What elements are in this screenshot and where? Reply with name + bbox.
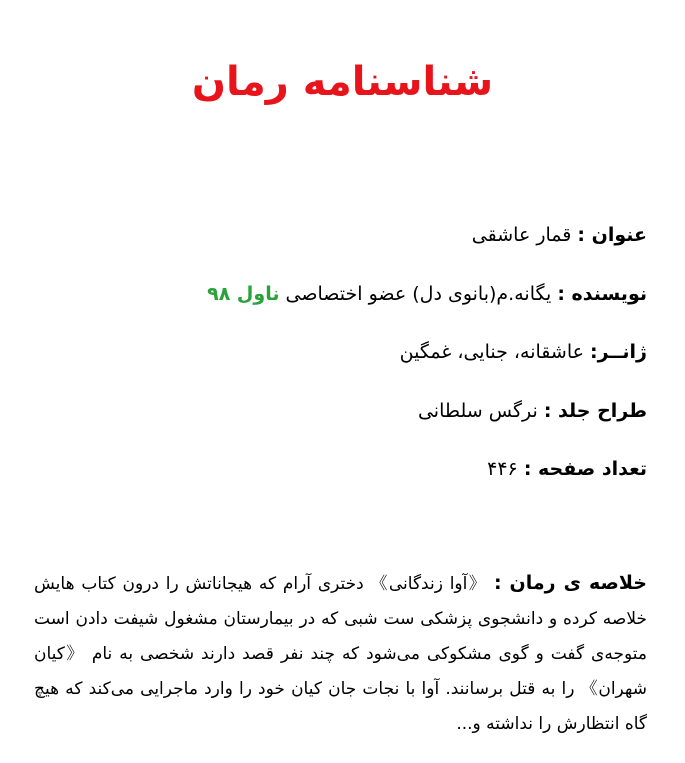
cover-designer-value: نرگس سلطانی xyxy=(417,399,538,422)
novel-info xyxy=(30,214,647,507)
title-row xyxy=(30,214,647,273)
author-value: یگانه.م(بانوی دل) عضو اختصاصی xyxy=(285,282,552,305)
page-count-row xyxy=(30,448,647,507)
genre-row xyxy=(30,331,647,390)
summary-label: خلاصه ی رمان : xyxy=(493,572,647,594)
site-name: ناول ۹۸ xyxy=(207,282,280,305)
author-row xyxy=(30,273,647,332)
page-count-value: ۴۴۶ xyxy=(487,458,518,480)
title-label: عنوان : xyxy=(577,224,647,246)
genre-label: ژانــر: xyxy=(590,341,647,363)
title-value: قمار عاشقی xyxy=(471,224,572,246)
cover-designer-row xyxy=(30,390,647,449)
page-count-label: تعداد صفحه : xyxy=(523,458,647,480)
cover-designer-label: طراح جلد : xyxy=(543,399,647,422)
summary-text: 《آوا زندگانی》 دختری آرام که هیجاناتش را درون کتاب هایش خلاصه کرده و دانشجوی پزشکی ست شبی که در بیمارستان مشغول شیفت دادن است متوجه‌ی گفت و گوی مشکوکی می‌شود که چند نفر قصد دارند شخصی به نام 《کیان شهران》 را به قتل برسانند. آوا با نجات جان کیان خود را وارد ماجرایی می‌کند که هیچ گاه انتظارش را نداشته و... xyxy=(34,574,647,734)
summary-paragraph xyxy=(34,566,647,742)
page-title: شناسنامه رمان xyxy=(191,59,494,105)
genre-value: عاشقانه، جنایی، غمگین xyxy=(399,341,584,363)
author-label: نویسنده : xyxy=(557,282,647,305)
